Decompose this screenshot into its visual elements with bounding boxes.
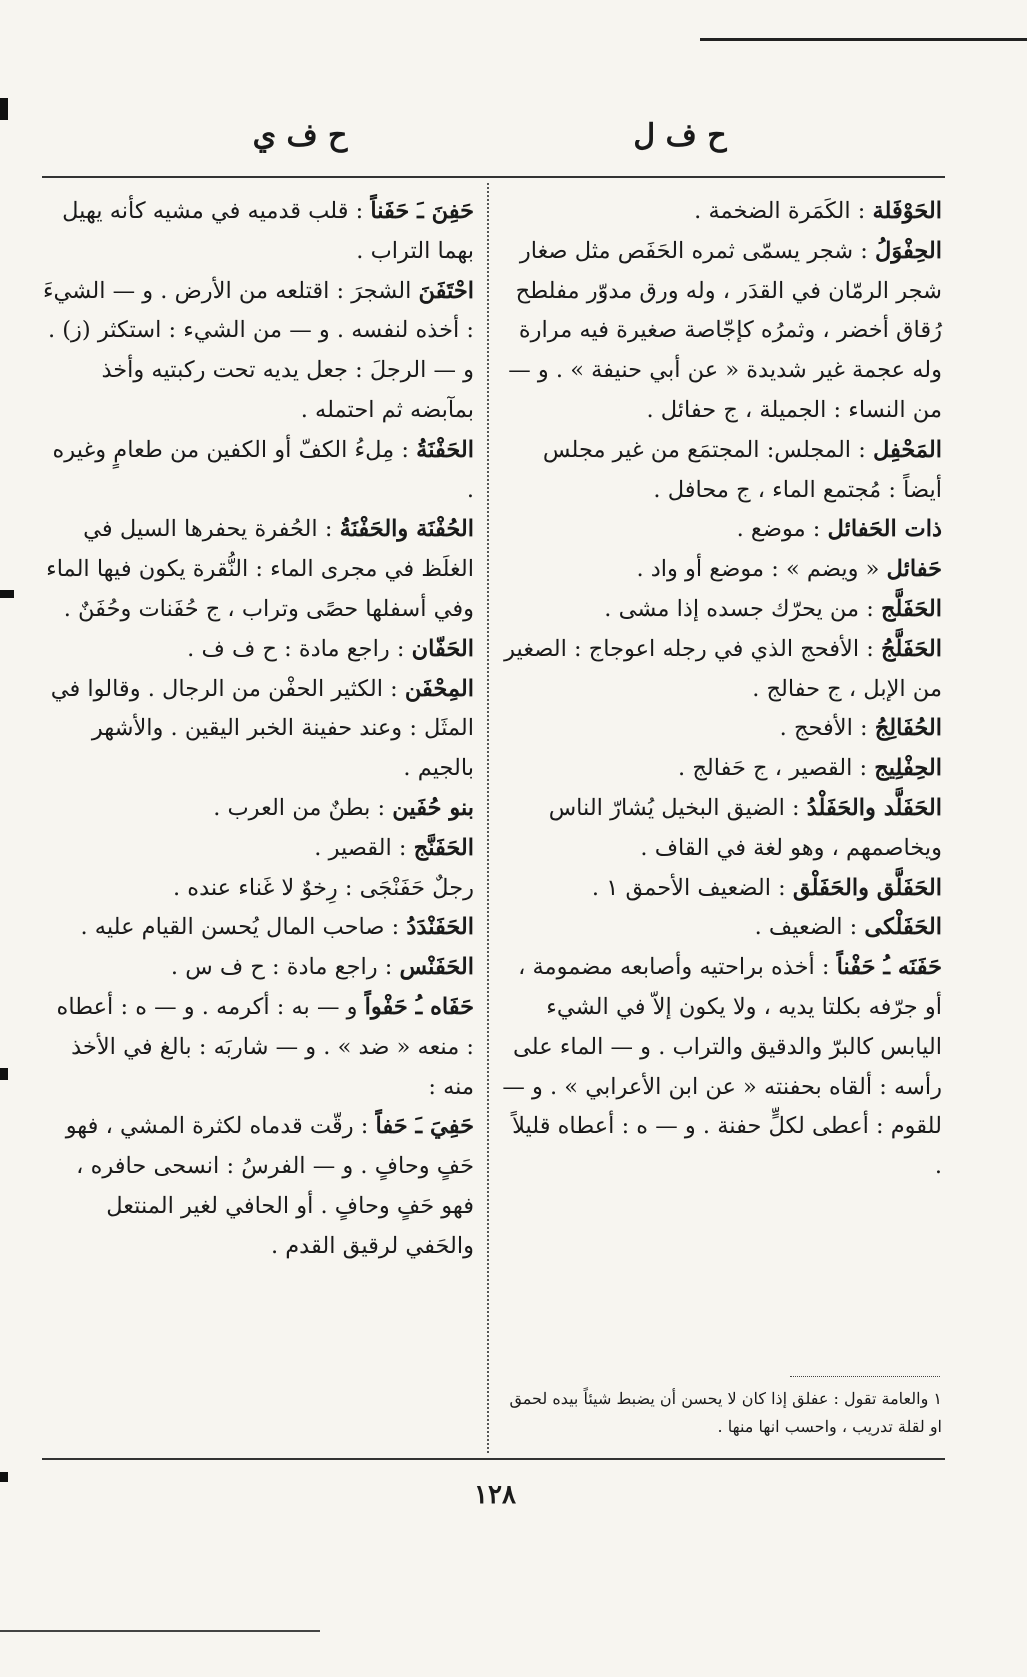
entry <box>42 431 474 511</box>
definition: الشجرَ : اقتلعه من الأرض . و — الشيءَ : أخذه لنفسه . و — من الشيء : استكثر (ز) . و — الرجلَ : جعل يديه تحت ركبتيه وأخذ بمآبضه ثم احتمله . <box>42 277 474 423</box>
entry <box>502 550 942 590</box>
definition: : الكثير الحفْن من الرجال . وقالوا في المثَل : وعند حفينة الخبر اليقين . والأشهر بالجيم . <box>50 675 474 782</box>
root-heading-left: ح ف ي <box>252 118 348 153</box>
headword: الحَفّان <box>411 635 474 662</box>
entry <box>502 908 942 948</box>
headword: الحَفَلْكى <box>864 914 942 941</box>
entry <box>502 192 942 232</box>
definition: : بطنٌ من العرب . <box>213 794 386 821</box>
top-edge-rule <box>700 38 1027 41</box>
footnote-rule <box>790 1376 940 1377</box>
definition: « ويضم » : موضع أو واد . <box>636 556 880 583</box>
headword: احْتَفَنَ <box>418 277 474 304</box>
binding-mark <box>0 590 14 598</box>
definition: : مِلءُ الكفّ أو الكفين من طعامٍ وغيره . <box>52 436 474 503</box>
entry <box>42 948 474 988</box>
headword: الحَوْفَلة <box>872 198 942 224</box>
definition: : أخذه براحتيه وأصابعه مضمومة ، أو جرّفه بكلتا يديه ، ولا يكون إلاّ في الشيء اليابس كالبرّ والدقيق والتراب . و — الماء على رأسه : ألقاه بحفنته « عن ابن الأعرابي » . و — للقوم : أعطى لكلٍّ حفنة . و — ه : أعطاه قليلاً . <box>502 954 942 1180</box>
definition: : الضعيف الأحمق ١ . <box>591 874 786 901</box>
binding-mark <box>0 98 8 120</box>
definition: و — به : أكرمه . و — ه : أعطاه : منعه « ضد » . و — شاربَه : بالغ في الأخذ منه : <box>56 993 474 1100</box>
headword: الحَفَلَّد والحَفَلْدُ <box>806 794 942 821</box>
definition: : القصير ، ج حَفالج . <box>678 755 868 782</box>
headword: الحَفْنَةُ <box>416 436 474 463</box>
entry <box>42 988 474 1107</box>
definition: : صاحب المال يُحسن القيام عليه . <box>80 914 400 941</box>
definition: : من يحرّك جسده إذا مشى . <box>604 595 874 622</box>
definition: : الحُفرة يحفرها السيل في الغلَظ في مجرى الماء : النُّقرة يكون فيها الماء وفي أسفلها حصًى وتراب ، ج حُفَنات وحُفَنٌ . <box>46 516 474 622</box>
root-heading-right: ح ف ل <box>633 118 727 153</box>
entry <box>42 510 474 629</box>
entry <box>42 1107 474 1266</box>
headword: حَفِيَ ـَ حَفاً <box>375 1113 474 1140</box>
entry <box>502 709 942 749</box>
entry <box>42 630 474 670</box>
binding-mark <box>0 1472 8 1482</box>
entry <box>502 590 942 630</box>
header-rule <box>42 176 945 178</box>
footer-rule <box>42 1458 945 1460</box>
headword: حَفائل <box>886 556 942 583</box>
headword: الحَفَلَّق والحَفَلْق <box>792 874 942 901</box>
entry <box>502 869 942 909</box>
headword: بنو حُفَين <box>392 794 474 821</box>
entry <box>502 431 942 511</box>
column-divider <box>487 183 489 1453</box>
headword: حَفَنَه ـُ حَفْناً <box>836 954 942 981</box>
headword: الحِفْوَلُ <box>875 237 942 264</box>
definition: : القصير . <box>314 834 407 861</box>
headword: الحَفَنَّج <box>413 834 474 861</box>
entry <box>502 232 942 431</box>
headword: حَفِنَ ـَ حَفَناً <box>370 198 474 224</box>
headword: الحَفَنْس <box>399 954 474 981</box>
headword: الحِفْلِيج <box>874 755 942 782</box>
entry <box>42 829 474 869</box>
entry <box>502 630 942 710</box>
definition: : الضعيف . <box>754 914 858 941</box>
entry <box>42 789 474 829</box>
definition: : الأفحج الذي في رجله اعوجاج : الصغير من الإبل ، ج حفالج . <box>504 635 942 702</box>
right-column <box>502 192 942 1187</box>
headword: الحَفَلَّجُ <box>881 635 942 662</box>
entry <box>502 510 942 550</box>
headword: ذات الحَفائل <box>827 516 942 543</box>
definition: : الكَمَرة الضخمة . <box>694 198 866 224</box>
entry <box>42 192 474 272</box>
binding-mark <box>0 1068 8 1080</box>
entry <box>42 908 474 948</box>
entry <box>42 869 474 909</box>
entry <box>42 670 474 789</box>
headword: الحُفْنَة والحَفْنَةُ <box>339 516 474 543</box>
headword: الحَفَلَّج <box>881 595 942 622</box>
entry <box>502 948 942 1187</box>
definition: : شجر يسمّى ثمره الحَفَص مثل صغار شجر الرمّان في القدَر ، وله ورق مدوّر مفلطح رُقاق أخضر ، وثمرُه كإجّاصة صغيرة فيه مرارة وله عجمة غير شديدة « عن أبي حنيفة » . و — من النساء : الجميلة ، ج حفائل . <box>508 237 942 423</box>
definition: : الأفحج . <box>779 715 868 742</box>
entry <box>502 789 942 869</box>
headword: الحَفَنْدَدُ <box>406 914 474 941</box>
definition: : الضيق البخيل يُشارّ الناس ويخاصمهم ، وهو لغة في القاف . <box>548 794 942 861</box>
definition: : المجلس: المجتمَع من غير مجلس أيضاً : مُجتمع الماء ، ج محافل . <box>542 436 942 503</box>
headword: المِحْفَن <box>404 675 474 702</box>
bottom-edge-rule <box>0 1630 320 1632</box>
left-column <box>42 192 474 1267</box>
entry <box>42 272 474 431</box>
headword: حَفَاه ـُ حَفْواً <box>364 993 474 1020</box>
entry <box>502 749 942 789</box>
definition: : موضع . <box>736 516 821 543</box>
page-number: ١٢٨ <box>474 1480 516 1510</box>
definition: : راجع مادة : ح ف س . <box>170 954 393 981</box>
definition: : راجع مادة : ح ف ف . <box>187 635 405 662</box>
headword: المَحْفِل <box>872 436 942 463</box>
footnote: ١ والعامة تقول : عفلق إذا كان لا يحسن أن يضبط شيئاً بيده لحمق او لقلة تدريب ، واحسب انها منها . <box>509 1389 942 1436</box>
definition: رجلٌ حَفَنْجَى : رِخوٌ لا غَناء عنده . <box>172 874 474 901</box>
headword: الحُفَالِجُ <box>874 715 942 742</box>
definition: : قلب قدميه في مشيه كأنه يهيل بهما التراب . <box>62 198 474 264</box>
definition: : رقّت قدماه لكثرة المشي ، فهو حَفٍ وحافٍ . و — الفرسُ : انسحى حافره ، فهو حَفٍ وحافٍ . أو الحافي لغير المنتعل والحَفي لرقيق القدم . <box>65 1113 474 1259</box>
